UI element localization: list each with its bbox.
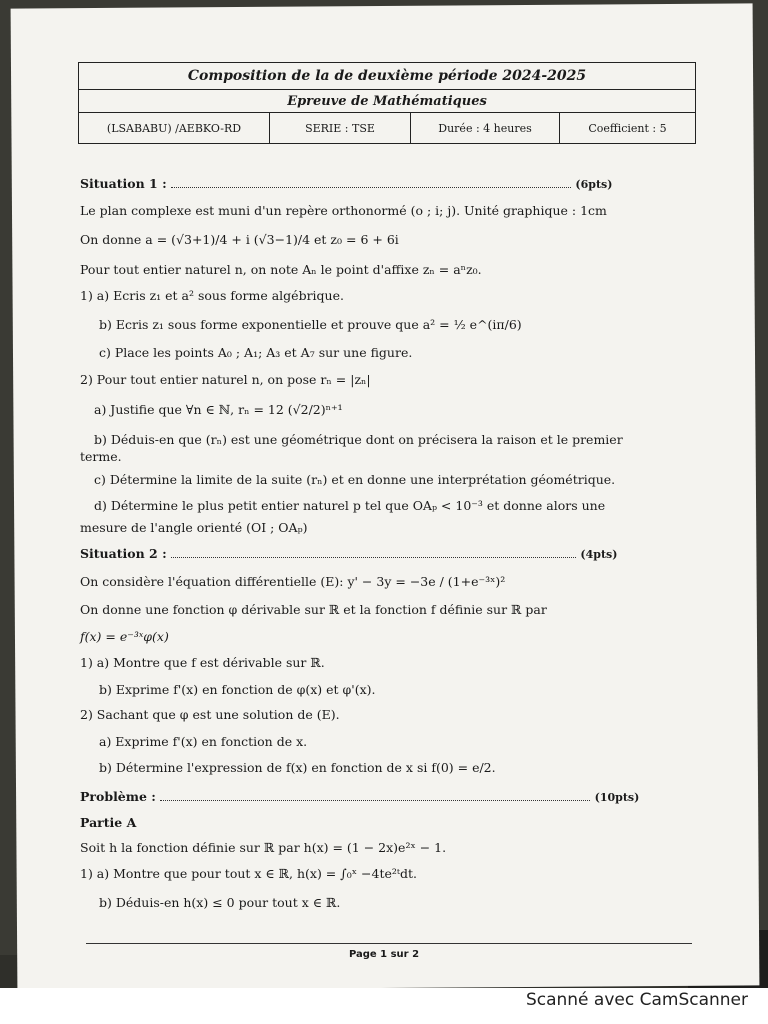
s1-q2d-line1: d) Détermine le plus petit entier naturel p tel que OAₚ < 10⁻³ et donne alors une	[94, 498, 606, 513]
s1-q2c: c) Détermine la limite de la suite (rₙ) et en donne une interprétation géométrique.	[94, 472, 616, 487]
pa-q1b: b) Déduis-en h(x) ≤ 0 pour tout x ∈ ℝ.	[99, 895, 341, 910]
s1-q1c: c) Place les points A₀ ; A₁; A₃ et A₇ sur une figure.	[99, 345, 413, 360]
camscanner-watermark: Scanné avec CamScanner	[525, 990, 748, 1010]
s1-q2d-line2: mesure de l'angle orienté (OI ; OAₚ)	[80, 520, 308, 535]
dotted-line	[171, 177, 571, 188]
s1-q1b: b) Ecris z₁ sous forme exponentielle et prouve que a² = ½ e^(iπ/6)	[99, 317, 522, 332]
pa-h-def: Soit h la fonction définie sur ℝ par h(x) = (1 − 2x)e²ˣ − 1.	[80, 840, 447, 855]
probleme-heading: Problème : (10pts)	[80, 789, 640, 804]
situation1-heading: Situation 1 : (6pts)	[80, 176, 613, 191]
s2-equation: On considère l'équation différentielle (E): y' − 3y = −3e / (1+e⁻³ˣ)²	[80, 574, 506, 589]
s1-q2: 2) Pour tout entier naturel n, on pose rₙ = |zₙ|	[80, 372, 371, 387]
s2-q1b: b) Exprime f'(x) en fonction de φ(x) et φ'(x).	[99, 682, 376, 697]
s1-points-def: Pour tout entier naturel n, on note Aₙ le point d'affixe zₙ = aⁿz₀.	[80, 262, 482, 277]
duree-cell: Durée : 4 heures	[411, 113, 560, 144]
dotted-line	[171, 547, 576, 558]
s1-q2b-line2: terme.	[80, 449, 122, 464]
s2-q2: 2) Sachant que φ est une solution de (E).	[80, 707, 340, 722]
s1-q2a: a) Justifie que ∀n ∈ ℕ, rₙ = 12 (√2/2)ⁿ⁺¹	[94, 402, 343, 417]
dotted-line	[160, 790, 590, 801]
s2-given: On donne une fonction φ dérivable sur ℝ et la fonction f définie sur ℝ par	[80, 602, 547, 617]
serie-cell: SERIE : TSE	[270, 113, 411, 144]
school-cell: (LSABABU) /AEBKO-RD	[79, 113, 270, 144]
s2-q2b: b) Détermine l'expression de f(x) en fonction de x si f(0) = e/2.	[99, 760, 496, 775]
footer-rule	[86, 943, 692, 944]
pa-q1a: 1) a) Montre que pour tout x ∈ ℝ, h(x) = ∫₀ˣ −4te²ᵗdt.	[80, 866, 417, 881]
coefficient-cell: Coefficient : 5	[560, 113, 696, 144]
s1-given: On donne a = (√3+1)/4 + i (√3−1)/4 et z₀ = 6 + 6i	[80, 232, 399, 247]
exam-title: Composition de la de deuxième période 2024-2025	[79, 63, 696, 90]
s1-q2b-line1: b) Déduis-en que (rₙ) est une géométrique dont on précisera la raison et le premier	[94, 432, 623, 447]
s1-q1a: 1) a) Ecris z₁ et a² sous forme algébrique.	[80, 288, 344, 303]
s2-q2a: a) Exprime f'(x) en fonction de x.	[99, 734, 308, 749]
header-table	[78, 62, 696, 144]
partie-a-heading: Partie A	[80, 815, 137, 830]
exam-subject: Epreuve de Mathématiques	[79, 90, 696, 113]
s1-intro: Le plan complexe est muni d'un repère orthonormé (o ; i; j). Unité graphique : 1cm	[80, 203, 607, 218]
page-number: Page 1 sur 2	[348, 949, 420, 960]
situation2-heading: Situation 2 : (4pts)	[80, 546, 618, 561]
s2-f-def: f(x) = e⁻³ˣφ(x)	[80, 629, 169, 644]
s2-q1a: 1) a) Montre que f est dérivable sur ℝ.	[80, 655, 325, 670]
